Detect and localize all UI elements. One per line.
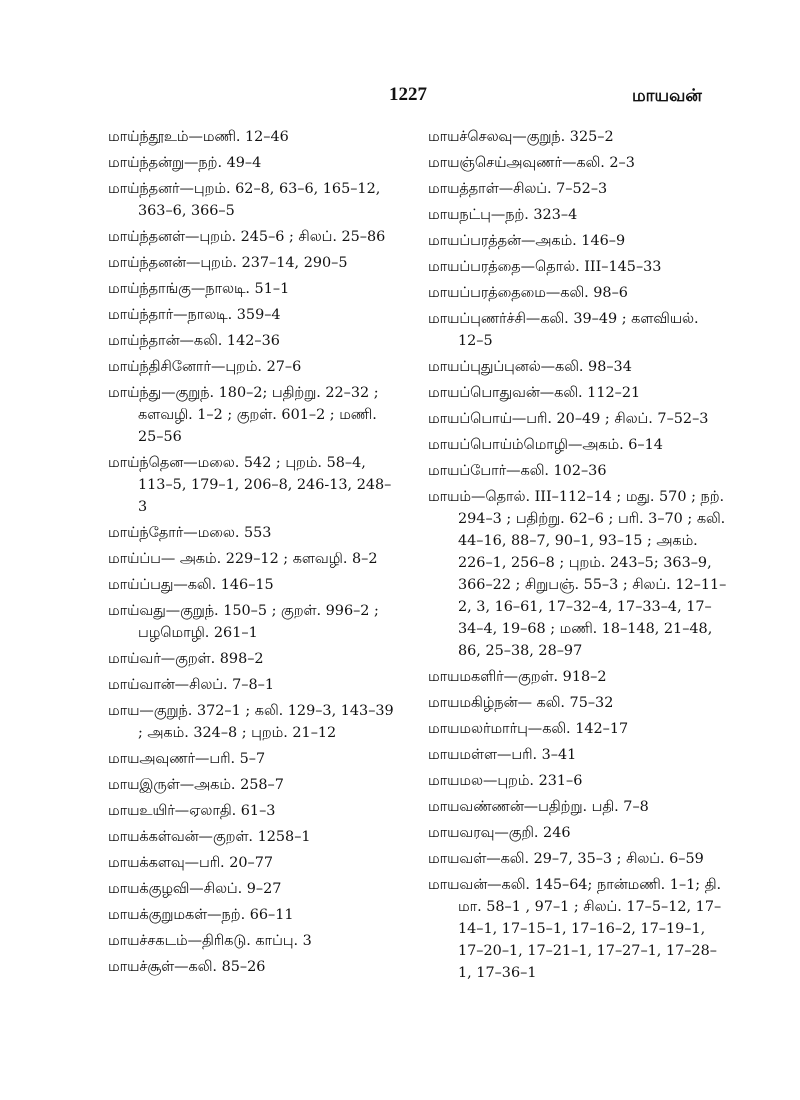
index-entry: மாய்ந்திசினோர்—புறம். 27–6 [108,359,302,375]
index-entry: மாய்ப்ப— அகம். 229–12 ; களவழி. 8–2 [108,551,378,567]
index-entry: மாய்வது—குறுந். 150–5 ; குறள். 996–2 ; பழமொழி. 261–1 [108,603,379,641]
index-entry: மாயப்பொய்ம்மொழி—அகம். 6–14 [428,437,663,453]
index-entry: மாயப்பரத்தைமை—கலி. 98–6 [428,285,628,301]
page-number: 1227 [389,84,427,105]
index-entry: மாயச்சகடம்—திரிகடு. காப்பு. 3 [108,933,312,949]
index-entry: மாயஉயிர்—ஏலாதி. 61–3 [108,803,276,819]
index-entry: மாயவண்ணன்—பதிற்று. பதி. 7–8 [428,799,649,815]
index-entry: மாயஞ்செய்அவுணர்—கலி. 2–3 [428,155,635,171]
index-entry: மாயக்களவு—பரி. 20–77 [108,855,274,871]
index-entry: மாய்ந்தோர்—மலை. 553 [108,525,272,541]
index-entry: மாயச்சூள்—கலி. 85–26 [108,959,266,975]
index-entry: மாயப்பரத்தை—தொல். III–145–33 [428,259,662,275]
index-entry: மாயப்புதுப்புனல்—கலி. 98–34 [428,359,632,375]
index-entry: மாய்ந்தனள்—புறம். 245–6 ; சிலப். 25–86 [108,229,386,245]
index-entry: மாயஇருள்—அகம். 258–7 [108,777,284,793]
index-entry: மாய்ந்தான்—கலி. 142–36 [108,333,280,349]
index-entry: மாயவன்—கலி. 145–64; நான்மணி. 1–1; தி. மா. 58–1 , 97–1 ; சிலப். 17–5–12, 17–14–1, 17–15–1, 17–16–2, 17–19–1, 17–20–1, 17–21–1, 17–27–1, 17–28–1, 17–36–1 [428,877,722,981]
running-head: மாயவன் [632,86,702,106]
index-entry: மாயமல—புறம். 231–6 [428,773,583,789]
index-entry: மாய்ந்தூஉம்—மணி. 12–46 [108,129,289,145]
index-entry: மாய்ந்தனர்—புறம். 62–8, 63–6, 165–12, 363–6, 366–5 [108,181,381,219]
index-entry: மாய்ந்து—குறுந். 180–2; பதிற்று. 22–32 ; களவழி. 1–2 ; குறள். 601–2 ; மணி. 25–56 [108,385,379,445]
index-entry: மாயம்—தொல். III–112–14 ; மது. 570 ; நற். 294–3 ; பதிற்று. 62–6 ; பரி. 3–70 ; கலி. 44–16, 88–7, 90–1, 93–15 ; அகம். 226–1, 256–8 ; புறம். 243–5; 363–9, 366–22 ; சிறுபஞ். 55–3 ; சிலப். 12–11–2, 3, 16–61, 17–32–4, 17–33–4, 17–34–4, 19–68 ; மணி. 18–148, 21–48, 86, 25–38, 28–97 [428,489,727,659]
left-index-column [108,126,400,982]
index-entry: மாயமகளிர்—குறள். 918–2 [428,669,607,685]
index-entry: மாயப்போர்—கலி. 102–36 [428,463,607,479]
index-entry: மாயக்குறுமகள்—நற். 66–11 [108,907,294,923]
index-entry: மாயப்பொய்—பரி. 20–49 ; சிலப். 7–52–3 [428,411,709,427]
index-entry: மாயத்தாள்—சிலப். 7–52–3 [428,181,608,197]
index-entry: மாயஅவுணர்—பரி. 5–7 [108,751,266,767]
index-entry: மாயமள்ள—பரி. 3–41 [428,747,577,763]
index-entry: மாய்வான்—சிலப். 7–8–1 [108,677,275,693]
index-entry: மாயப்பரத்தன்—அகம். 146–9 [428,233,626,249]
index-entry: மாயமலர்மார்பு—கலி. 142–17 [428,721,629,737]
index-entry: மாயநட்பு—நற். 323–4 [428,207,578,223]
index-entry: மாய்ப்பது—கலி. 146–15 [108,577,274,593]
index-entry: மாய—குறுந். 372–1 ; கலி. 129–3, 143–39 ; அகம். 324–8 ; புறம். 21–12 [108,703,394,741]
index-entry: மாயப்புணர்ச்சி—கலி. 39–49 ; களவியல். 12–5 [428,311,699,349]
index-entry: மாய்ந்தார்—நாலடி. 359–4 [108,307,281,323]
index-entry: மாய்வர்—குறள். 898–2 [108,651,264,667]
right-index-column [428,126,728,988]
index-entry: மாயப்பொதுவன்—கலி. 112–21 [428,385,641,401]
index-entry: மாயச்செலவு—குறுந். 325–2 [428,129,614,145]
index-entry: மாயமகிழ்நன்— கலி. 75–32 [428,695,614,711]
index-entry: மாயவரவு—குறி. 246 [428,825,571,841]
index-entry: மாயக்குழவி—சிலப். 9–27 [108,881,282,897]
index-entry: மாய்ந்தனன்—புறம். 237–14, 290–5 [108,255,348,271]
index-entry: மாயக்கள்வன்—குறள். 1258–1 [108,829,311,845]
index-entry: மாய்ந்தாங்கு—நாலடி. 51–1 [108,281,290,297]
index-entry: மாயவள்—கலி. 29–7, 35–3 ; சிலப். 6–59 [428,851,704,867]
index-entry: மாய்ந்தென—மலை. 542 ; புறம். 58–4, 113–5, 179–1, 206–8, 246-13, 248–3 [108,455,392,515]
index-entry: மாய்ந்தன்று—நற். 49–4 [108,155,262,171]
